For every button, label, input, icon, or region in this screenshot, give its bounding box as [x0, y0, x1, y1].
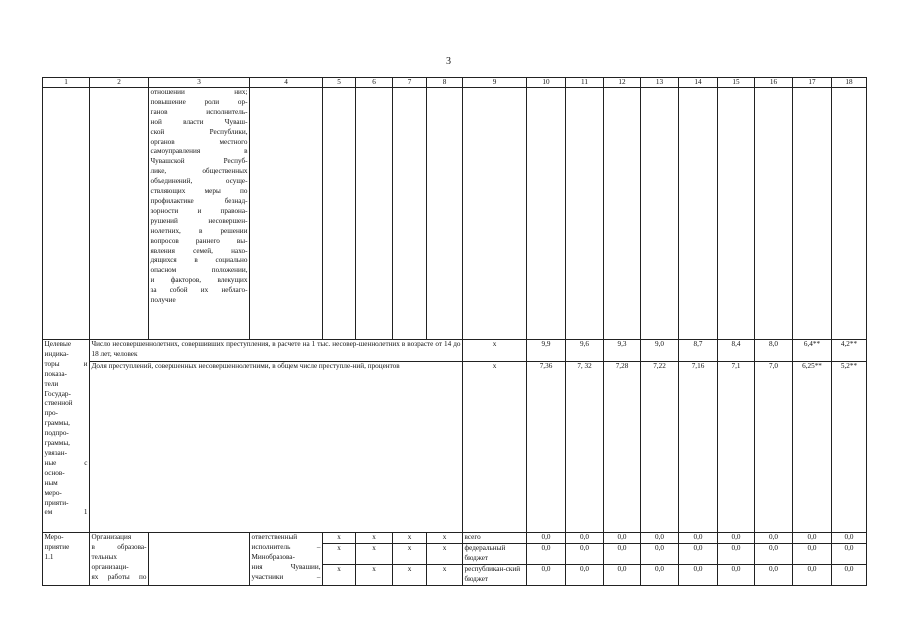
measure-description-cell [149, 88, 250, 340]
measure-executor-line: Минобразова- [251, 552, 295, 561]
column-number-15: 15 [718, 78, 755, 88]
indicators-label-cell [43, 340, 90, 533]
funding-value: 0,0 [641, 544, 679, 565]
description-line: самоуправления в [150, 147, 248, 156]
funding-value: 0,0 [832, 564, 867, 585]
column-number-1: 1 [43, 78, 90, 88]
funding-value: 0,0 [566, 544, 604, 565]
column-number-8: 8 [427, 78, 463, 88]
measure-code: х [427, 533, 463, 544]
indicator-value: 7,16 [679, 362, 718, 533]
description-line: лике, общественных [150, 167, 248, 176]
indicator-label-line: показа- [44, 369, 67, 378]
description-line: рушений несовершен- [150, 216, 248, 225]
column-number-14: 14 [679, 78, 718, 88]
measure-row [43, 533, 867, 544]
indicator-value: 7,28 [604, 362, 641, 533]
indicator-value: 6,25** [793, 362, 832, 533]
description-line: за собой их неблаго- [150, 286, 248, 295]
column-number-6: 6 [356, 78, 393, 88]
column-number-9: 9 [463, 78, 527, 88]
description-line: вопросов раннего вы- [150, 236, 248, 245]
indicator-value: 7,1 [718, 362, 755, 533]
measure-title-line: Меро- [44, 533, 64, 541]
measure-code: х [427, 564, 463, 585]
funding-value: 0,0 [755, 533, 793, 544]
funding-value: 0,0 [755, 544, 793, 565]
measure-empty-cell [149, 533, 250, 586]
indicator-label-line: торы и [44, 359, 88, 368]
funding-value: 0,0 [527, 544, 566, 565]
indicator-value: 9,9 [527, 340, 566, 362]
indicator-value: 7,22 [641, 362, 679, 533]
description-line: объединений, осуще- [150, 177, 248, 186]
description-line: зорности и правона- [150, 206, 248, 215]
page-number: 3 [446, 56, 451, 67]
indicator-label-line: ные с [44, 458, 88, 467]
measure-code: х [356, 544, 393, 565]
measure-code: х [323, 544, 356, 565]
funding-value: 0,0 [566, 533, 604, 544]
indicator-text: Число несовершеннолетних, совершивших преступления, в расчете на 1 тыс. несовер-шеннолетних в возрасте от 14 до 18 лет, человек [90, 340, 463, 362]
funding-value: 0,0 [832, 544, 867, 565]
funding-value: 0,0 [793, 564, 832, 585]
measure-name-line: в образова- [91, 542, 147, 551]
indicator-row [43, 362, 867, 533]
indicator-label-line: про- [44, 409, 58, 418]
funding-value: 0,0 [527, 533, 566, 544]
measure-code: х [356, 533, 393, 544]
column-number-3: 3 [149, 78, 250, 88]
indicator-label-line: индика- [44, 349, 69, 358]
column-number-2: 2 [90, 78, 149, 88]
indicator-value: 6,4** [793, 340, 832, 362]
indicator-label-line: подпро- [44, 429, 69, 438]
measure-executor-line: ния Чувашии, [251, 562, 321, 571]
funding-value: 0,0 [718, 533, 755, 544]
funding-value: 0,0 [566, 564, 604, 585]
measure-executor-cell [250, 533, 323, 586]
measure-executor-line: участники – [251, 572, 321, 581]
measure-name-cell [90, 533, 149, 586]
funding-value: 0,0 [679, 564, 718, 585]
description-line: явления семей, нахо- [150, 246, 248, 255]
column-number-5: 5 [323, 78, 356, 88]
indicator-label-line: ным [44, 478, 58, 487]
measure-title-line: приятие [44, 542, 70, 551]
funding-value: 0,0 [604, 544, 641, 565]
continuation-row [43, 88, 867, 340]
funding-source: республикан-ский бюджет [463, 564, 527, 585]
funding-value: 0,0 [718, 544, 755, 565]
measure-name-line: тельных [91, 552, 117, 561]
column-number-13: 13 [641, 78, 679, 88]
description-line: дящихся в социально [150, 256, 248, 265]
description-line: Чувашской Респуб- [150, 157, 248, 166]
funding-value: 0,0 [679, 544, 718, 565]
funding-value: 0,0 [832, 533, 867, 544]
indicator-col9: х [463, 362, 527, 533]
measure-code: х [393, 564, 427, 585]
funding-value: 0,0 [679, 533, 718, 544]
measure-code: х [427, 544, 463, 565]
indicator-value: 8,7 [679, 340, 718, 362]
column-number-17: 17 [793, 78, 832, 88]
measure-name-line: Организация [91, 533, 132, 541]
measure-code: х [323, 533, 356, 544]
header-row [43, 78, 867, 88]
column-number-11: 11 [566, 78, 604, 88]
column-number-12: 12 [604, 78, 641, 88]
column-number-10: 10 [527, 78, 566, 88]
indicator-label-line: увязан- [44, 448, 67, 457]
measure-code: х [393, 533, 427, 544]
indicator-label-line: ем 1 [44, 508, 88, 517]
description-line: ной власти Чуваш- [150, 117, 248, 126]
indicator-label-line: основ- [44, 468, 65, 477]
indicator-col9: х [463, 340, 527, 362]
funding-value: 0,0 [718, 564, 755, 585]
column-number-18: 18 [832, 78, 867, 88]
funding-value: 0,0 [755, 564, 793, 585]
indicator-label-line: меро- [44, 488, 62, 497]
indicator-value: 7,36 [527, 362, 566, 533]
description-line: ганов исполнитель- [150, 107, 248, 116]
funding-value: 0,0 [641, 564, 679, 585]
description-line: повышение роли ор- [150, 97, 248, 106]
funding-value: 0,0 [793, 533, 832, 544]
indicator-label-line: граммы, [44, 439, 70, 448]
indicator-value: 4,2** [832, 340, 867, 362]
indicator-label-line: Целевые [44, 340, 72, 348]
indicator-value: 8,0 [755, 340, 793, 362]
indicator-value: 7, 32 [566, 362, 604, 533]
funding-value: 0,0 [604, 564, 641, 585]
column-number-16: 16 [755, 78, 793, 88]
indicator-label-line: Государ- [44, 389, 71, 398]
measure-name-line: ях работы по [91, 572, 147, 581]
indicator-row [43, 340, 867, 362]
indicator-text: Доля преступлений, совершенных несовершеннолетними, в общем числе преступле-ний, процентов [90, 362, 463, 533]
description-line: получие [150, 296, 176, 305]
indicator-label-line: ственной [44, 399, 73, 408]
column-number-7: 7 [393, 78, 427, 88]
funding-source: федеральный бюджет [463, 544, 527, 565]
indicator-value: 7,0 [755, 362, 793, 533]
indicator-label-line: прияти- [44, 498, 69, 507]
description-line: органов местного [150, 137, 248, 146]
measure-title-cell [43, 533, 90, 586]
program-table [42, 77, 867, 586]
measure-name-line: организаци- [91, 562, 129, 571]
indicator-value: 5,2** [832, 362, 867, 533]
indicator-value: 9,6 [566, 340, 604, 362]
description-line: ствляющих меры по [150, 187, 248, 196]
indicator-value: 9,3 [604, 340, 641, 362]
funding-value: 0,0 [793, 544, 832, 565]
description-line: отношении них; [150, 88, 248, 96]
column-number-4: 4 [250, 78, 323, 88]
measure-code: х [323, 564, 356, 585]
funding-source: всего [463, 533, 527, 544]
indicator-value: 9,0 [641, 340, 679, 362]
description-line: и факторов, влекущих [150, 276, 248, 285]
measure-executor-line: исполнитель – [251, 542, 321, 551]
description-line: нолетних, в решении [150, 226, 248, 235]
indicator-label-line: граммы, [44, 419, 70, 428]
description-line: опасном положении, [150, 266, 248, 275]
indicator-label-line: тели [44, 379, 59, 388]
measure-title-line: 1.1 [44, 552, 54, 561]
funding-value: 0,0 [604, 533, 641, 544]
measure-code: х [356, 564, 393, 585]
indicator-value: 8,4 [718, 340, 755, 362]
description-line: ской Республики, [150, 127, 248, 136]
funding-value: 0,0 [641, 533, 679, 544]
description-line: профилактике безнад- [150, 196, 248, 205]
funding-value: 0,0 [527, 564, 566, 585]
measure-code: х [393, 544, 427, 565]
measure-executor-line: ответственный [251, 533, 298, 541]
